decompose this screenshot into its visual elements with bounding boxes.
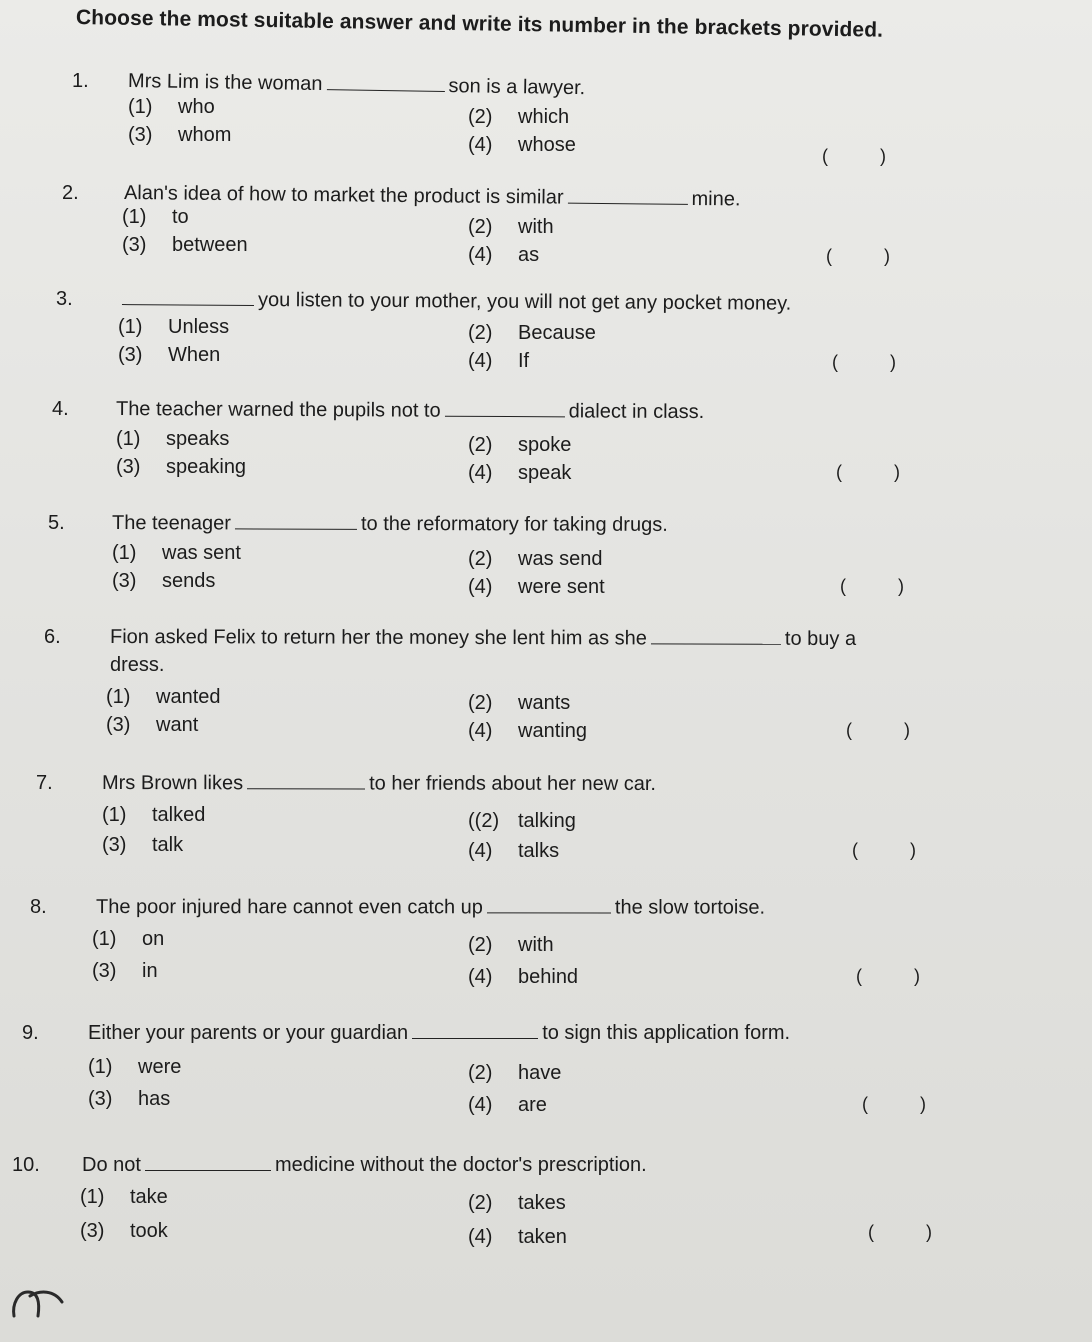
bracket-close: ) [914,966,920,986]
question-text-before: Mrs Lim is the woman [127,70,323,96]
option-2 [468,548,603,571]
option-2 [468,1062,561,1085]
option-number: (2) [468,1062,493,1084]
option-number: (3) [118,344,143,366]
option-number: (4) [468,966,493,988]
option-text: Because [518,322,596,344]
question-text [116,398,704,424]
answer-brackets[interactable] [852,840,916,861]
question-text-before: Do not [82,1154,141,1176]
option-1 [106,686,221,709]
option-1 [112,542,241,565]
option-text: whose [518,134,576,156]
option-number: (3) [88,1088,113,1110]
question-text-after: the slow tortoise. [614,896,766,919]
option-number: (3) [80,1220,105,1242]
option-3 [118,344,220,367]
option-text: wanted [156,686,221,708]
answer-brackets[interactable] [856,966,920,987]
option-text: whom [178,124,232,146]
option-text: are [518,1094,547,1116]
option-text: were sent [518,576,605,598]
option-number: (1) [128,96,153,118]
bracket-close: ) [920,1094,926,1114]
option-text: taken [518,1226,567,1248]
question-text-after: to the reformatory for taking drugs. [360,512,668,536]
option-2 [468,216,554,239]
option-text: talk [152,834,184,856]
option-text: with [518,216,554,238]
option-text: have [518,1062,562,1084]
question-text [124,182,741,211]
option-4 [468,966,578,989]
option-text: as [518,244,540,266]
option-number: (2) [468,434,493,456]
option-3 [112,570,215,593]
option-text: was sent [162,542,241,564]
option-number: (1) [88,1056,113,1078]
option-3 [92,960,158,983]
question-text-after: son is a lawyer. [448,75,586,100]
answer-brackets[interactable] [822,146,886,167]
option-number: (1) [102,804,127,826]
option-4 [468,462,571,485]
question-number: 4. [52,398,69,420]
question-text [96,896,765,920]
bracket-close: ) [926,1222,932,1242]
option-number: (4) [468,720,493,742]
option-number: (1) [112,542,137,564]
option-4 [468,350,529,373]
option-number: (2) [468,548,493,570]
option-number: (1) [92,928,117,950]
answer-blank [651,627,781,644]
option-text: talked [152,804,206,826]
option-number: (3) [102,834,127,856]
option-text: take [130,1186,168,1208]
option-number: (4) [468,350,493,372]
question-text-before: Fion asked Felix to return her the money she lent him as she [109,626,647,650]
answer-brackets[interactable] [836,462,900,483]
option-number: (1) [80,1186,105,1208]
option-4 [468,1226,567,1249]
bracket-close: ) [904,720,910,740]
bracket-open: ( [868,1222,874,1242]
answer-blank [567,187,687,205]
bracket-open: ( [840,576,846,596]
question-number: 3. [56,288,73,310]
bracket-close: ) [880,146,886,166]
option-number: (3) [122,234,147,256]
option-text: took [130,1220,168,1242]
bracket-open: ( [862,1094,868,1114]
option-text: which [518,106,570,128]
question-text-after: dialect in class. [568,400,705,424]
option-1 [92,928,164,951]
option-text: speaking [166,456,247,478]
question-text-after: mine. [691,187,741,211]
bracket-close: ) [884,246,890,266]
question-text-after: to buy a [784,627,857,650]
option-number: (4) [468,1226,493,1248]
option-3 [122,234,248,257]
option-number: (4) [468,134,493,156]
question-text-before: The teenager [111,512,232,535]
bracket-open: ( [822,146,828,166]
option-4 [468,720,587,743]
option-1 [128,96,215,119]
question-number: 10. [12,1154,40,1176]
bracket-open: ( [852,840,858,860]
bracket-open: ( [856,966,862,986]
option-text: on [142,928,165,950]
bracket-open: ( [846,720,852,740]
option-text: was send [518,548,603,570]
option-number: (4) [468,244,493,266]
option-2 [468,106,569,129]
option-text: talking [518,810,576,832]
option-text: sends [162,570,216,592]
option-number: (2) [468,216,493,238]
option-1 [116,428,229,451]
option-text: who [178,96,215,118]
question-text [88,1022,790,1045]
option-1 [122,206,189,229]
question-number: 7. [36,772,53,794]
option-2 [468,1192,566,1215]
question-text [102,772,656,796]
option-text: behind [518,966,579,988]
option-number: (2) [468,106,493,128]
option-3 [116,456,246,479]
option-3 [128,124,231,147]
answer-brackets[interactable] [868,1222,932,1243]
answer-brackets[interactable] [840,576,904,597]
question-text [110,626,856,651]
option-1 [88,1056,181,1079]
option-1 [102,804,205,827]
option-number: (1) [118,316,143,338]
question-text-after: to her friends about her new car. [369,772,657,795]
answer-brackets[interactable] [832,352,896,373]
option-number: (2) [468,1192,493,1214]
option-number: (2) [468,692,493,714]
option-number: (2) [468,322,493,344]
option-text: speaks [166,428,230,450]
option-4 [468,134,576,157]
question-number: 9. [22,1022,39,1044]
option-number: ((2) [468,810,500,832]
answer-blank [487,896,611,913]
option-2 [468,322,596,345]
answer-brackets[interactable] [846,720,910,741]
question-text-after: you listen to your mother, you will not get any pocket money. [257,288,792,315]
question-text [82,1154,647,1177]
answer-brackets[interactable] [826,246,890,267]
answer-blank [247,772,365,789]
question-number: 5. [48,512,65,534]
option-text: between [172,234,248,256]
option-text: want [156,714,199,736]
option-text: When [168,344,221,366]
option-number: (1) [106,686,131,708]
answer-blank [122,288,254,306]
question-text [118,288,791,316]
answer-blank [412,1022,538,1039]
question-number: 6. [44,626,61,648]
answer-blank [326,73,444,92]
option-4 [468,576,605,599]
option-number: (1) [116,428,141,450]
option-2 [468,692,570,715]
bracket-open: ( [832,352,838,372]
option-number: (4) [468,576,493,598]
option-2 [468,810,576,833]
option-text: speak [518,462,572,484]
option-text: with [518,934,554,956]
question-text-before: Mrs Brown likes [101,772,244,795]
bracket-close: ) [894,462,900,482]
option-1 [80,1186,168,1209]
option-3 [106,714,198,737]
instruction-heading: Choose the most suitable answer and write its number in the brackets provided. [75,6,884,42]
pen-scribble-mark [8,1286,66,1320]
option-1 [118,316,229,339]
bracket-close: ) [890,352,896,372]
bracket-close: ) [910,840,916,860]
question-text-before: Either your parents or your guardian [88,1022,409,1044]
option-number: (3) [106,714,131,736]
option-3 [102,834,183,857]
question-text-continuation: dress. [110,654,165,676]
option-3 [80,1220,168,1243]
question-text-after: medicine without the doctor's prescription. [274,1154,647,1176]
option-4 [468,244,539,267]
bracket-open: ( [836,462,842,482]
option-2 [468,434,571,457]
question-text-before: The poor injured hare cannot even catch up [95,896,483,919]
option-3 [88,1088,170,1111]
option-number: (3) [128,124,153,146]
option-number: (3) [112,570,137,592]
option-number: (4) [468,840,493,862]
option-text: Unless [168,316,230,338]
answer-blank [145,1154,271,1171]
option-number: (4) [468,462,493,484]
question-number: 2. [62,182,79,204]
option-number: (3) [116,456,141,478]
option-text: If [518,350,530,372]
option-number: (4) [468,1094,493,1116]
option-text: wanting [518,720,587,742]
question-text-before: The teacher warned the pupils not to [115,398,441,422]
option-number: (3) [92,960,117,982]
answer-brackets[interactable] [862,1094,926,1115]
question-number: 1. [72,70,89,92]
option-2 [468,934,554,957]
answer-blank [235,512,357,529]
bracket-close: ) [898,576,904,596]
bracket-open: ( [826,246,832,266]
option-text: talks [518,840,560,862]
option-4 [468,1094,547,1117]
option-4 [468,840,559,863]
option-text: spoke [518,434,572,456]
answer-blank [445,400,565,418]
option-number: (1) [122,206,147,228]
question-number: 8. [30,896,47,918]
option-text: were [138,1056,182,1078]
question-text-before: Alan's idea of how to market the product is similar [123,182,564,209]
option-text: takes [518,1192,566,1214]
option-text: in [142,960,158,982]
option-number: (2) [468,934,493,956]
option-text: to [172,206,189,228]
option-text: has [138,1088,171,1110]
option-text: wants [518,692,571,714]
question-text [112,512,668,537]
question-text-after: to sign this application form. [542,1022,791,1044]
